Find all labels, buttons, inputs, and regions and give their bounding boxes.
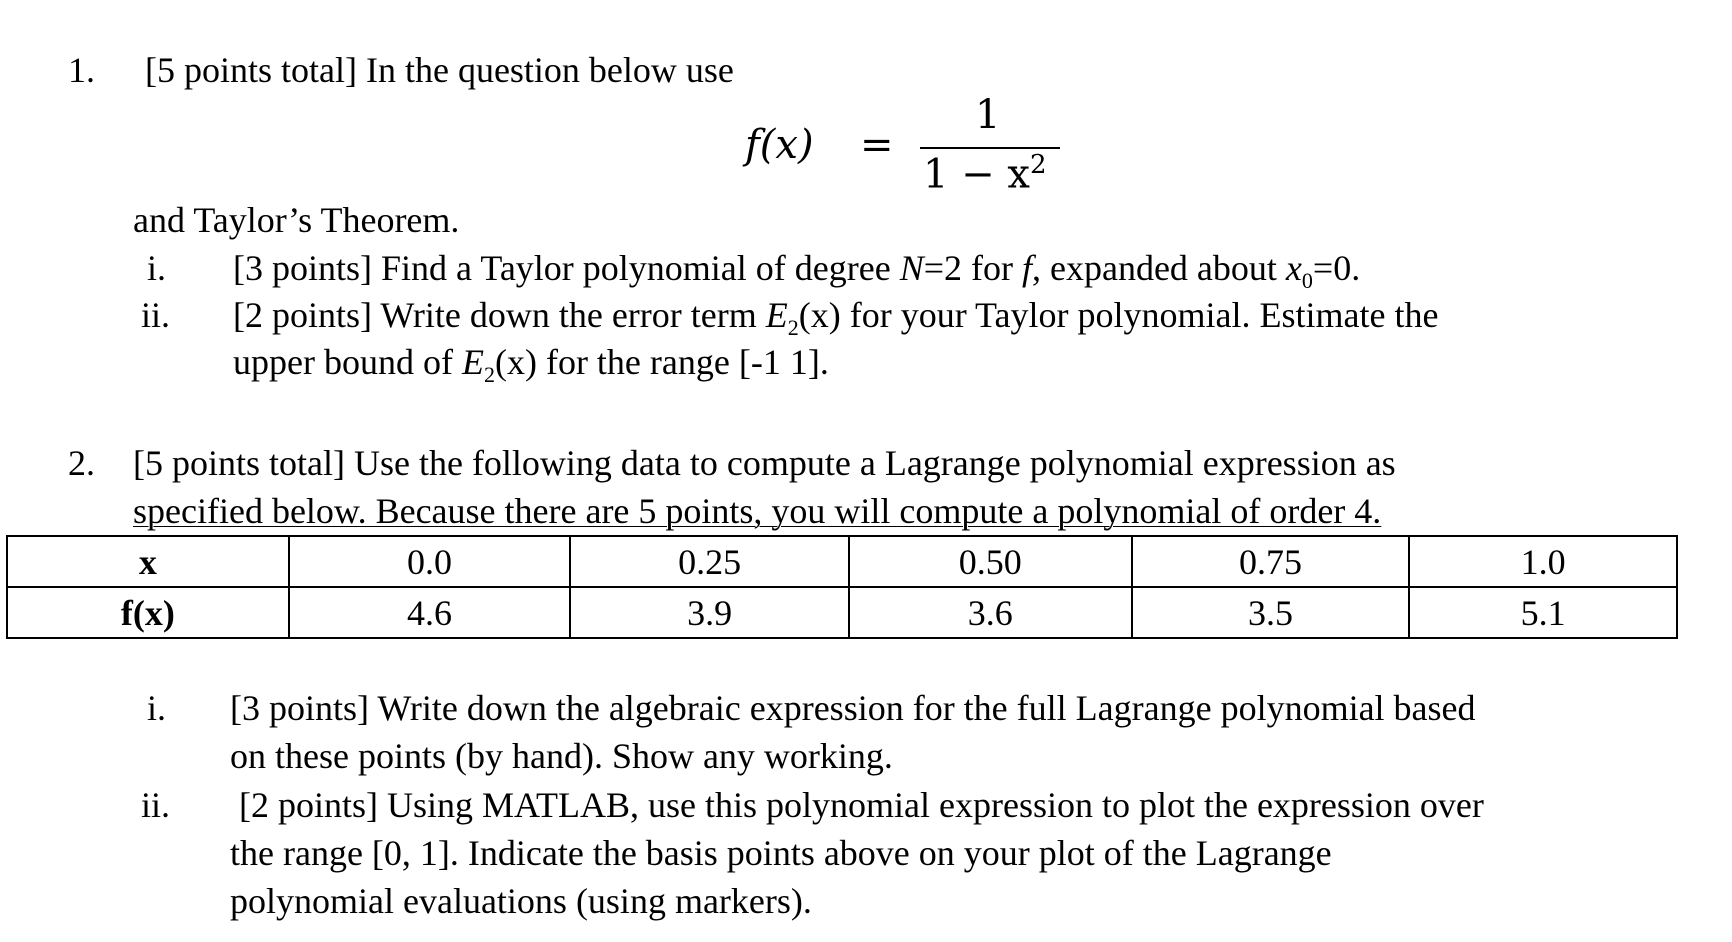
table-cell: 3.5: [1132, 587, 1410, 638]
table-cell: 0.75: [1132, 536, 1410, 587]
question-1-number: 1.: [68, 50, 95, 90]
question-2-number: 2.: [68, 443, 95, 483]
q2-item-ii-line3: polynomial evaluations (using markers).: [230, 881, 812, 921]
q2-item-ii-label: ii.: [141, 785, 171, 825]
table-cell: 3.6: [849, 587, 1132, 638]
question-1-after: and Taylor’s Theorem.: [133, 200, 460, 240]
table-header-x: x: [7, 536, 289, 587]
q2-item-i-line2: on these points (by hand). Show any working.: [230, 736, 893, 776]
equation-equals: =: [860, 122, 894, 168]
table-cell: 3.9: [570, 587, 849, 638]
fraction-bar: [920, 147, 1060, 149]
question-2-line1: [5 points total] Use the following data to compute a Lagrange polynomial expression as: [133, 443, 1396, 483]
equation-numerator: 1: [975, 92, 1001, 138]
q2-item-i-line1: [3 points] Write down the algebraic expression for the full Lagrange polynomial based: [230, 688, 1476, 728]
table-cell: 4.6: [289, 587, 571, 638]
function-equation: [745, 92, 1065, 202]
q2-item-ii-line2: the range [0, 1]. Indicate the basis points above on your plot of the Lagrange: [230, 833, 1332, 873]
q1-item-ii-text: [2 points] Write down the error term $E_2(x)$ for your Taylor polynomial. Estimate the: [233, 295, 1439, 341]
q2-item-ii-line1: [2 points] Using MATLAB, use this polynomial expression to plot the expression over: [230, 785, 1484, 825]
table-cell: 5.1: [1409, 587, 1677, 638]
q1-item-ii-text-line2: upper bound of $E_2(x)$ for the range [-1 1].: [233, 342, 829, 388]
table-cell: 0.0: [289, 536, 571, 587]
table-cell: 1.0: [1409, 536, 1677, 587]
table-cell: 0.25: [570, 536, 849, 587]
q2-item-i-label: i.: [147, 688, 167, 728]
table-cell: 0.50: [849, 536, 1132, 587]
table-header-fx: f(x): [7, 587, 289, 638]
q1-item-ii-label: ii.: [141, 295, 171, 335]
question-2-line2: specified below. Because there are 5 points, you will compute a polynomial of order 4.: [133, 491, 1382, 531]
equation-denominator: $1 - x^2$: [923, 150, 1047, 198]
question-1-intro: [5 points total] In the question below use: [145, 50, 734, 90]
q1-item-i-text: [3 points] Find a Taylor polynomial of degree N=2 for f, expanded about $x_0=0$.: [233, 248, 1361, 294]
table-row-x: [7, 536, 1677, 587]
table-row-fx: [7, 587, 1677, 638]
equation-lhs: f(x): [745, 122, 814, 168]
q1-item-i-label: i.: [147, 248, 167, 288]
data-table: [6, 535, 1678, 639]
